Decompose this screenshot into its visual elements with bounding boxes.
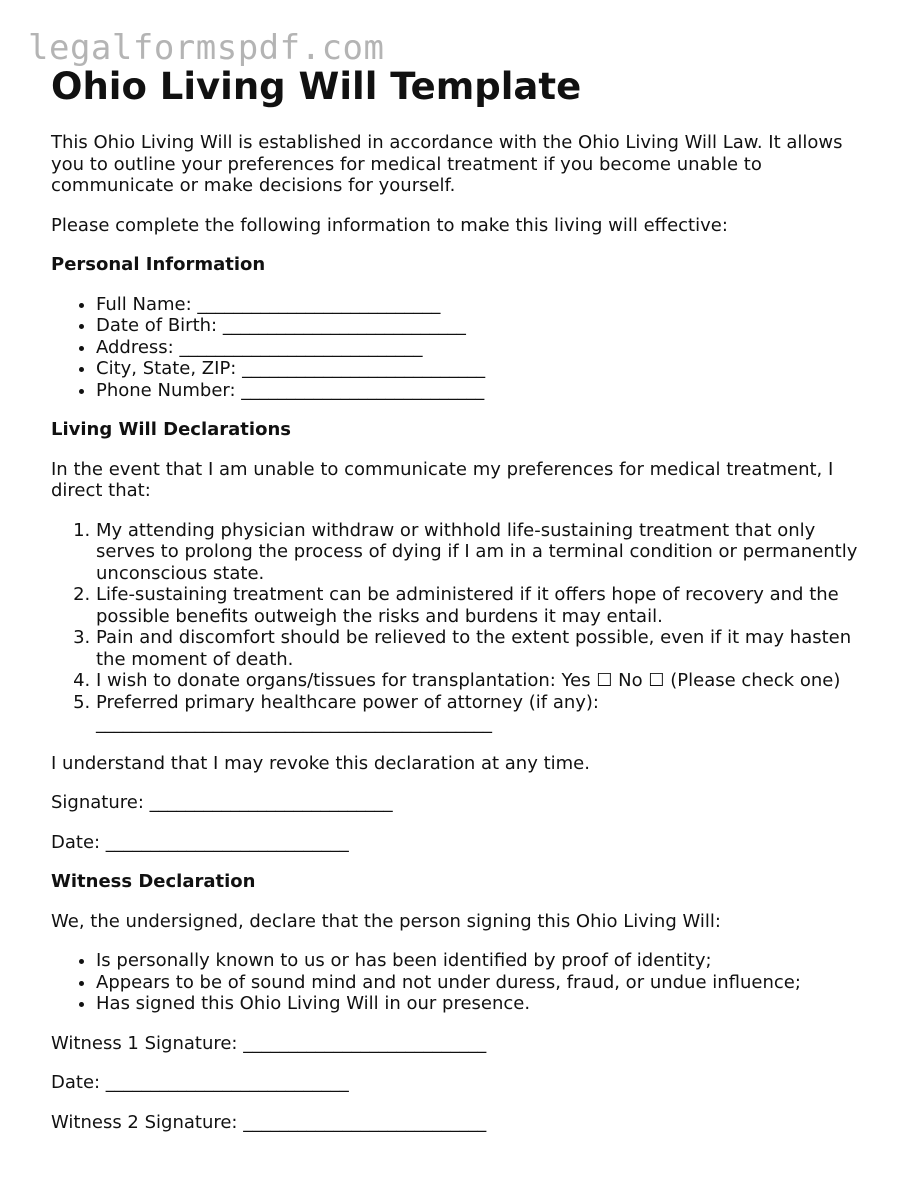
declarations-list: [51, 520, 871, 735]
declarations-lead: In the event that I am unable to communicate my preferences for medical treatment, I direct that:: [51, 458, 834, 501]
power-of-attorney-field[interactable]: 5. Preferred primary healthcare power of attorney (if any): ____________________________________________: [96, 692, 871, 735]
phone-number-field[interactable]: • Phone Number: ___________________________: [96, 380, 871, 402]
witness-list: [51, 950, 871, 1015]
watermark-logo: legalformspdf.com: [28, 28, 385, 68]
intro-paragraph: This Ohio Living Will is established in accordance with the Ohio Living Will Law. It allows you to outline your preferences for medical treatment if you become unable to communicate or make decisions for yourself.: [51, 132, 843, 196]
witness-item: • Has signed this Ohio Living Will in our presence.: [96, 993, 871, 1015]
declaration-item: 1. My attending physician withdraw or withhold life-sustaining treatment that only serves to prolong the process of dying if I am in a terminal condition or permanently unconscious state.: [96, 520, 871, 585]
declaration-item: 2. Life-sustaining treatment can be administered if it offers hope of recovery and the possible benefits outweigh the risks and burdens it may entail.: [96, 584, 871, 627]
instruction-paragraph: Please complete the following information to make this living will effective:: [51, 214, 728, 236]
date-field[interactable]: Date: ___________________________: [51, 831, 349, 853]
witness2-signature-field[interactable]: Witness 2 Signature: ___________________________: [51, 1111, 487, 1133]
document-page: [51, 64, 871, 1133]
witness1-signature-field[interactable]: Witness 1 Signature: ___________________________: [51, 1032, 487, 1054]
signature-field[interactable]: Signature: ___________________________: [51, 792, 393, 813]
declarations-heading: Living Will Declarations: [51, 419, 291, 440]
witness-item: • Appears to be of sound mind and not under duress, fraud, or undue influence;: [96, 972, 871, 994]
city-state-zip-field[interactable]: • City, State, ZIP: ___________________________: [96, 358, 871, 380]
witness-heading: Witness Declaration: [51, 871, 256, 892]
revoke-statement: I understand that I may revoke this declaration at any time.: [51, 752, 590, 774]
witness-item: • Is personally known to us or has been identified by proof of identity;: [96, 950, 871, 972]
personal-info-heading: Personal Information: [51, 254, 266, 275]
personal-info-list: [51, 294, 871, 402]
address-field[interactable]: • Address: ___________________________: [96, 337, 871, 359]
organ-donation-item[interactable]: 4. I wish to donate organs/tissues for transplantation: Yes ☐ No ☐ (Please check one): [96, 670, 871, 692]
witness-date-field[interactable]: Date: ___________________________: [51, 1072, 349, 1093]
declaration-item: 3. Pain and discomfort should be relieved to the extent possible, even if it may hasten the moment of death.: [96, 627, 871, 670]
full-name-field[interactable]: • Full Name: ___________________________: [96, 294, 871, 316]
date-of-birth-field[interactable]: • Date of Birth: ___________________________: [96, 315, 871, 337]
witness-lead: We, the undersigned, declare that the person signing this Ohio Living Will:: [51, 910, 721, 932]
page-title: Ohio Living Will Template: [51, 65, 582, 108]
